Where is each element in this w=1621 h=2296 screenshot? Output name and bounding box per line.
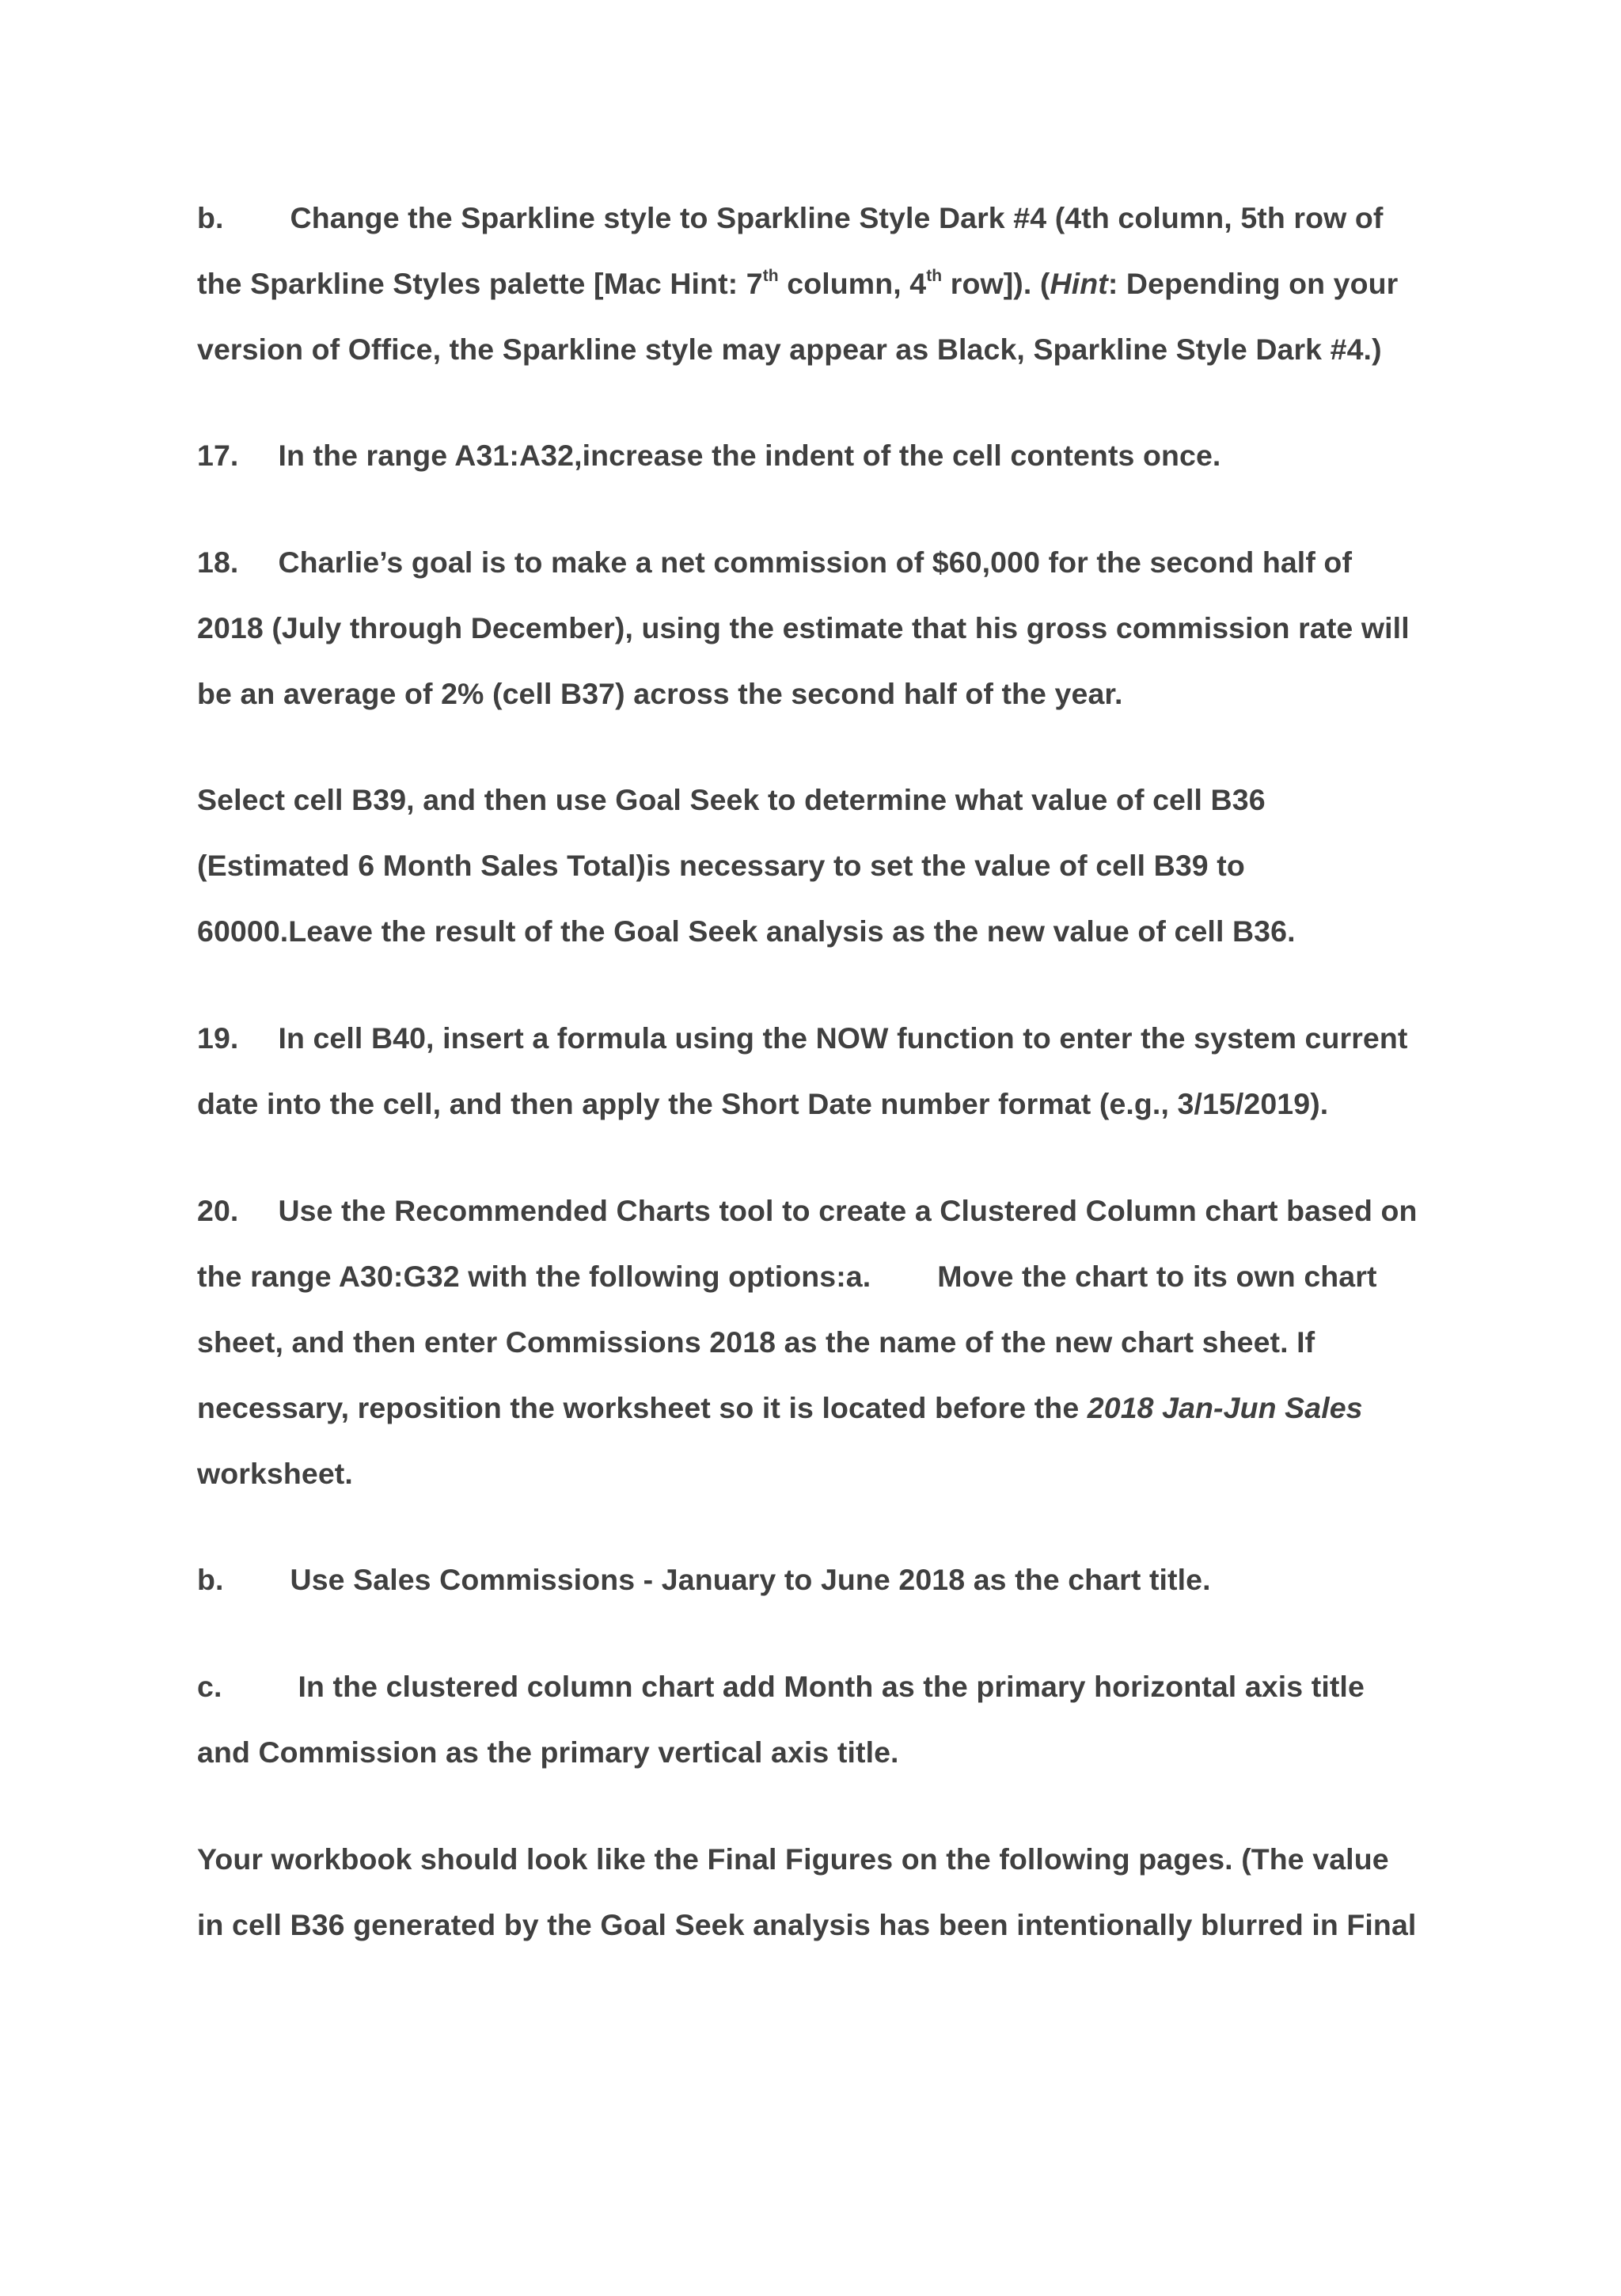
text-run: row]). ( xyxy=(942,267,1050,300)
text-line: date into the cell, and then apply the Short Date number format (e.g., 3/15/2019). xyxy=(197,1087,1329,1120)
text-line: version of Office, the Sparkline style may appear as Black, Sparkline Style Dark #4.) xyxy=(197,333,1382,366)
text-run: Use the Recommended Charts tool to create a Clustered Column chart based on xyxy=(278,1194,1418,1227)
text-run: Use Sales Commissions - January to June 2018 as the chart title. xyxy=(290,1563,1211,1596)
step-c-axis-titles xyxy=(197,1654,1463,1785)
text-line xyxy=(197,1178,1463,1244)
italic-text: 2018 Jan-Jun Sales xyxy=(1087,1391,1363,1424)
text-run: : Depending on your xyxy=(1107,267,1399,300)
text-line xyxy=(197,1375,1463,1441)
text-line: (Estimated 6 Month Sales Total)is necessary to set the value of cell B39 to xyxy=(197,849,1245,882)
text-line: worksheet. xyxy=(197,1457,353,1490)
text-run: necessary, reposition the worksheet so it is located before the xyxy=(197,1391,1088,1424)
text-line: Select cell B39, and then use Goal Seek to determine what value of cell B36 xyxy=(197,783,1266,816)
text-run: Move the chart to its own chart xyxy=(937,1260,1377,1293)
text-run: Change the Sparkline style to Sparkline Style Dark #4 (4th column, 5th row of xyxy=(290,201,1384,234)
text-line: 60000.Leave the result of the Goal Seek analysis as the new value of cell B36. xyxy=(197,914,1296,948)
italic-text: Hint xyxy=(1050,267,1108,300)
step-number: 18. xyxy=(197,545,239,579)
step-17 xyxy=(197,423,1463,488)
step-number: 20. xyxy=(197,1194,239,1227)
text-line xyxy=(197,1005,1463,1071)
superscript: th xyxy=(926,267,943,285)
goal-seek-paragraph xyxy=(197,767,1463,964)
text-line xyxy=(197,1547,1463,1613)
step-b-sparkline xyxy=(197,185,1463,382)
text-line: and Commission as the primary vertical axis title. xyxy=(197,1735,899,1769)
list-marker: b. xyxy=(197,201,224,234)
text-line: 2018 (July through December), using the estimate that his gross commission rate will xyxy=(197,611,1410,644)
text-line xyxy=(197,1244,1463,1310)
text-line xyxy=(197,185,1463,251)
text-run: In the clustered column chart add Month as the primary horizontal axis title xyxy=(298,1670,1365,1703)
list-marker: c. xyxy=(197,1670,222,1703)
text-run: column, 4 xyxy=(778,267,927,300)
list-marker: b. xyxy=(197,1563,224,1596)
superscript: th xyxy=(762,267,779,285)
text-line: in cell B36 generated by the Goal Seek analysis has been intentionally blurred in Final xyxy=(197,1908,1417,1941)
text-line xyxy=(197,1654,1463,1720)
text-line xyxy=(197,423,1463,488)
text-run: Charlie’s goal is to make a net commission of $60,000 for the second half of xyxy=(278,545,1353,579)
text-line xyxy=(197,251,1463,317)
text-run: the Sparkline Styles palette [Mac Hint: 7 xyxy=(197,267,763,300)
step-19 xyxy=(197,1005,1463,1137)
text-line: be an average of 2% (cell B37) across the second half of the year. xyxy=(197,677,1123,710)
step-18 xyxy=(197,530,1463,727)
text-line xyxy=(197,530,1463,595)
text-run: In cell B40, insert a formula using the NOW function to enter the system current xyxy=(278,1021,1408,1055)
text-run: In the range A31:A32,increase the indent of the cell contents once. xyxy=(278,439,1221,472)
step-number: 19. xyxy=(197,1021,239,1055)
text-line: Your workbook should look like the Final Figures on the following pages. (The value xyxy=(197,1842,1389,1876)
text-run: the range A30:G32 with the following options:a. xyxy=(197,1260,871,1293)
step-20 xyxy=(197,1178,1463,1507)
final-figures-paragraph xyxy=(197,1827,1463,1958)
step-b-chart-title xyxy=(197,1547,1463,1613)
text-line: sheet, and then enter Commissions 2018 as the name of the new chart sheet. If xyxy=(197,1325,1315,1359)
step-number: 17. xyxy=(197,439,239,472)
